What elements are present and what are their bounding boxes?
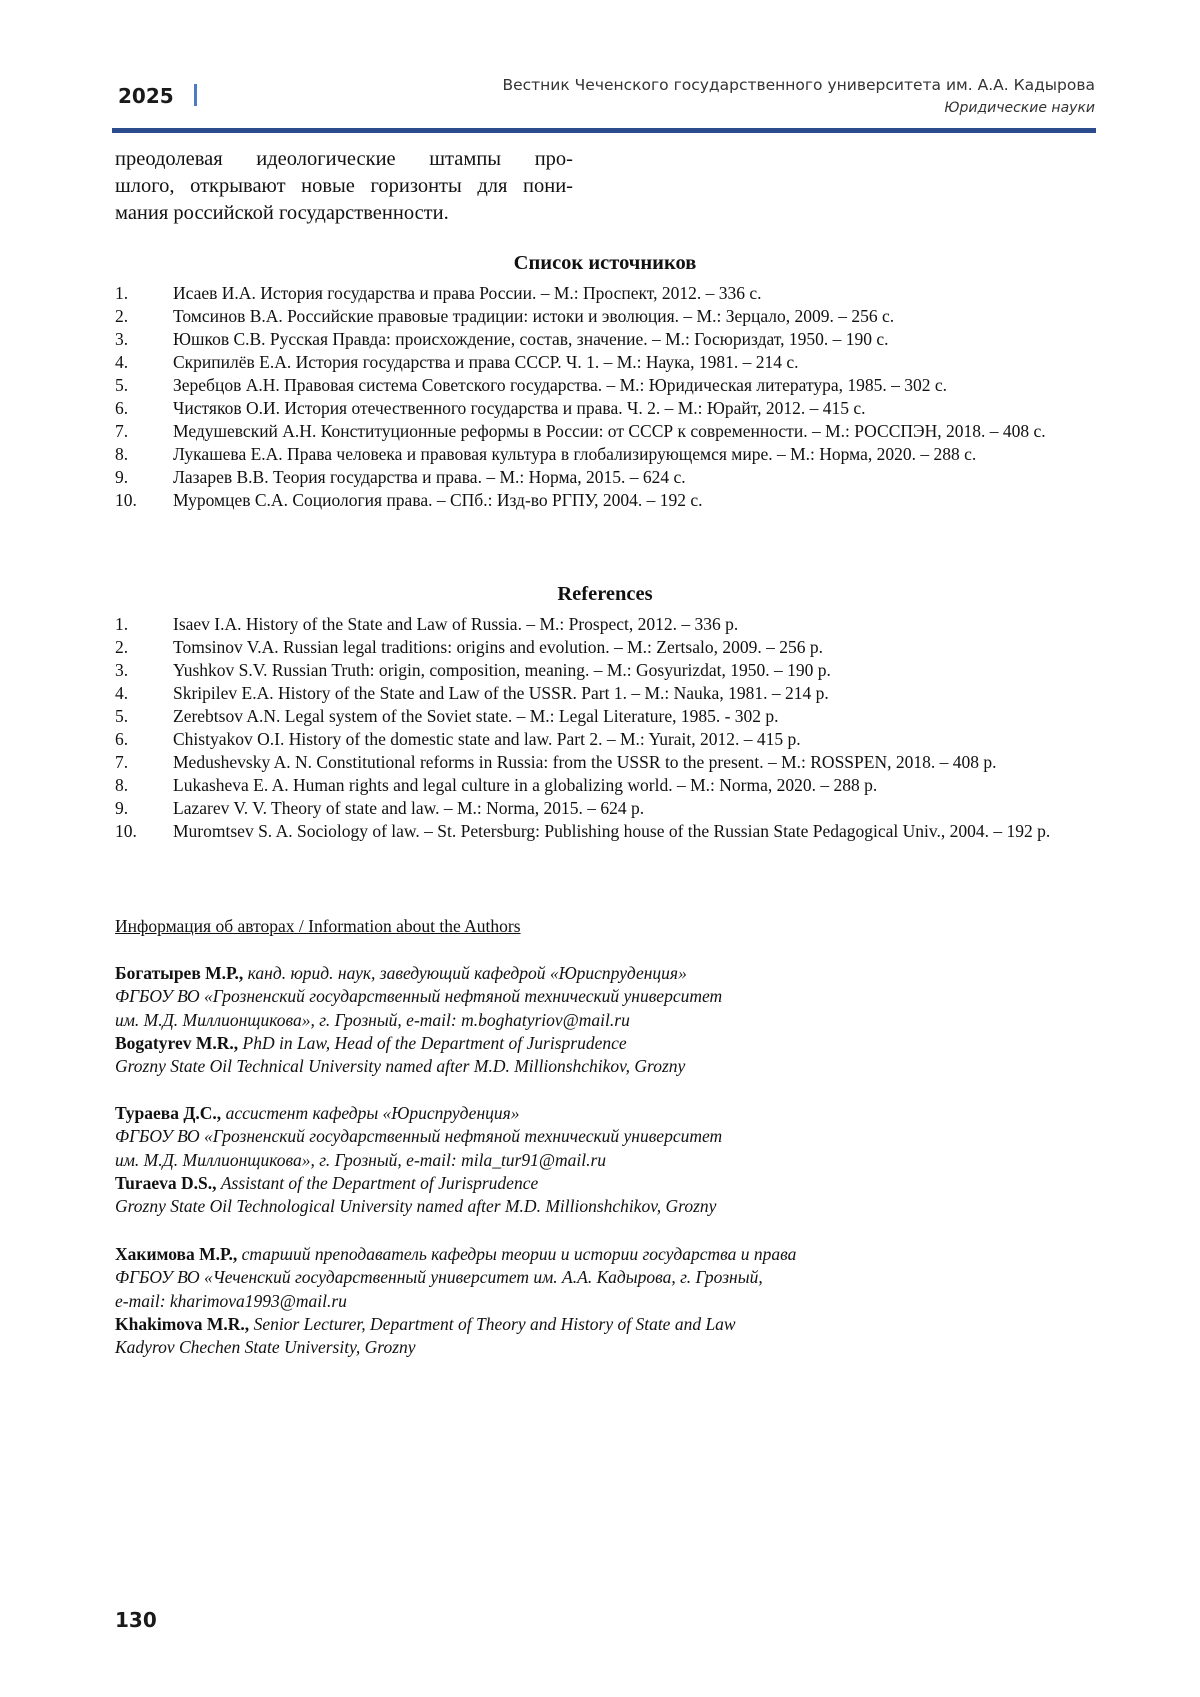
list-item: [115, 282, 1098, 305]
author-en-affiliation: [115, 1055, 1095, 1078]
list-item: [115, 420, 1098, 443]
item-text: Лукашева Е.А. Права человека и правовая культура в глобализирующемся мире. – М.: Норма, 2020. – 288 с.: [173, 444, 977, 464]
page-number: 130: [115, 1608, 157, 1632]
item-text: Muromtsev S. A. Sociology of law. – St. Petersburg: Publishing house of the Russian State Pedagogical Univ., 2004. – 192 p.: [173, 821, 1051, 841]
author-ru-position: ассистент кафедры «Юриспруденция»: [225, 1103, 520, 1123]
item-number: 3.: [115, 329, 129, 349]
author-ru-name: Богатырев М.Р.,: [115, 963, 244, 983]
author-en-name: Khakimova M.R.,: [115, 1313, 250, 1334]
list-item: [115, 374, 1098, 397]
item-number: 9.: [115, 467, 129, 487]
sources-heading: Список источников: [513, 252, 697, 274]
author-ru-line: [115, 1243, 1095, 1266]
list-item: [115, 466, 1098, 489]
author-en-affiliation: [115, 1336, 1095, 1359]
affiliation-line: им. М.Д. Миллионщикова», г. Грозный, e-mail: m.boghatyriov@mail.ru: [115, 1009, 630, 1030]
author-ru-affiliation: [115, 985, 1095, 1008]
affiliation-line: ФГБОУ ВО «Грозненский государственный нефтяной технический университет: [115, 986, 723, 1007]
author-en-position: PhD in Law, Head of the Department of Jurisprudence: [242, 1032, 627, 1053]
list-item: [115, 351, 1098, 374]
affiliation-line: Kadyrov Chechen State University, Grozny: [115, 1337, 416, 1358]
item-text: Lazarev V. V. Theory of state and law. – M.: Norma, 2015. – 624 p.: [173, 798, 645, 818]
intro-line: шлого, открывают новые горизонты для пони-: [115, 175, 573, 197]
list-item: [115, 305, 1098, 328]
list-item: [115, 613, 1098, 636]
item-number: 1.: [115, 283, 129, 303]
list-item: [115, 751, 1098, 774]
author-ru-position: канд. юрид. наук, заведующий кафедрой «Юриспруденция»: [247, 963, 687, 983]
list-item: [115, 797, 1098, 820]
author-block: [115, 1102, 1095, 1218]
affiliation-line: Grozny State Oil Technical University named after M.D. Millionshchikov, Grozny: [115, 1056, 686, 1077]
item-text: Томсинов В.А. Российские правовые традиции: истоки и эволюция. – М.: Зерцало, 2009. – 256 с.: [173, 306, 895, 326]
item-text: Исаев И.А. История государства и права России. – М.: Проспект, 2012. – 336 с.: [173, 283, 762, 303]
list-item: [115, 682, 1098, 705]
journal-section: Юридические науки: [944, 100, 1095, 116]
item-number: 7.: [115, 421, 129, 441]
author-block: [115, 1243, 1095, 1359]
journal-title: Вестник Чеченского государственного университета им. А.А. Кадырова: [502, 76, 1095, 94]
author-en-name: Turaeva D.S.,: [115, 1172, 217, 1193]
item-text: Медушевский А.Н. Конституционные реформы в России: от СССР к современности. – М.: РОССПЭН, 2018. – 408 с.: [173, 421, 1046, 441]
author-en-affiliation: [115, 1195, 1095, 1218]
author-block: [115, 962, 1095, 1078]
author-ru-name: Тураева Д.С.,: [115, 1103, 222, 1123]
item-number: 7.: [115, 752, 129, 772]
author-ru-position: старший преподаватель кафедры теории и истории государства и права: [241, 1244, 797, 1264]
item-number: 1.: [115, 614, 129, 634]
references-heading: References: [557, 583, 653, 605]
year-separator: [194, 84, 197, 106]
item-text: Isaev I.A. History of the State and Law of Russia. – M.: Prospect, 2012. – 336 p.: [173, 614, 739, 634]
author-ru-affiliation: [115, 1125, 1095, 1148]
author-ru-affiliation: [115, 1009, 1095, 1032]
item-text: Лазарев В.В. Теория государства и права. – М.: Норма, 2015. – 624 с.: [173, 467, 686, 487]
author-en-line: [115, 1172, 1095, 1195]
item-text: Skripilev E.A. History of the State and Law of the USSR. Part 1. – M.: Nauka, 1981. – 214 p.: [173, 683, 829, 703]
item-number: 9.: [115, 798, 129, 818]
issue-year: 2025: [118, 84, 174, 108]
author-en-line: [115, 1313, 1095, 1336]
item-number: 5.: [115, 706, 129, 726]
page-header: [115, 70, 1095, 130]
list-item: [115, 774, 1098, 797]
author-en-line: [115, 1032, 1095, 1055]
author-ru-line: [115, 1102, 1095, 1125]
item-number: 8.: [115, 444, 129, 464]
author-en-name: Bogatyrev M.R.,: [115, 1032, 239, 1053]
author-ru-affiliation: [115, 1149, 1095, 1172]
item-number: 8.: [115, 775, 129, 795]
references-list: [115, 613, 1098, 843]
list-item: [115, 705, 1098, 728]
author-ru-affiliation: [115, 1290, 1095, 1313]
item-number: 2.: [115, 637, 129, 657]
author-ru-affiliation: [115, 1266, 1095, 1289]
author-ru-name: Хакимова М.Р.,: [115, 1244, 238, 1264]
intro-line: преодолевая идеологические штампы про-: [115, 148, 573, 170]
list-item: [115, 328, 1098, 351]
intro-line: мания российской государственности.: [115, 202, 449, 224]
item-text: Zerebtsov A.N. Legal system of the Soviet state. – M.: Legal Literature, 1985. - 302 p.: [173, 706, 779, 726]
item-text: Юшков С.В. Русская Правда: происхождение, состав, значение. – М.: Госюриздат, 1950. – 190 с.: [173, 329, 889, 349]
item-number: 4.: [115, 683, 129, 703]
item-text: Зеребцов А.Н. Правовая система Советского государства. – М.: Юридическая литература, 1985. – 302 с.: [173, 375, 948, 395]
item-text: Чистяков О.И. История отечественного государства и права. Ч. 2. – М.: Юрайт, 2012. – 415 с.: [173, 398, 866, 418]
authors-info-title: Информация об авторах / Information about the Authors: [115, 916, 521, 936]
list-item: [115, 636, 1098, 659]
affiliation-line: Grozny State Oil Technological University named after M.D. Millionshchikov, Grozny: [115, 1196, 717, 1217]
list-item: [115, 443, 1098, 466]
author-en-position: Senior Lecturer, Department of Theory and History of State and Law: [253, 1313, 736, 1334]
item-text: Tomsinov V.A. Russian legal traditions: origins and evolution. – M.: Zertsalo, 2009. – 256 p.: [173, 637, 823, 657]
item-number: 10.: [115, 821, 137, 841]
item-number: 4.: [115, 352, 129, 372]
list-item: [115, 820, 1098, 843]
author-ru-line: [115, 962, 1095, 985]
intro-paragraph: [115, 146, 573, 227]
item-text: Муромцев С.А. Социология права. – СПб.: Изд-во РГПУ, 2004. – 192 с.: [173, 490, 703, 510]
item-number: 6.: [115, 729, 129, 749]
item-number: 10.: [115, 490, 137, 510]
affiliation-line: им. М.Д. Миллионщикова», г. Грозный, e-mail: mila_tur91@mail.ru: [115, 1149, 607, 1170]
item-number: 3.: [115, 660, 129, 680]
affiliation-line: e-mail: kharimova1993@mail.ru: [115, 1290, 347, 1311]
affiliation-line: ФГБОУ ВО «Грозненский государственный нефтяной технический университет: [115, 1126, 723, 1147]
affiliation-line: ФГБОУ ВО «Чеченский государственный университет им. А.А. Кадырова, г. Грозный,: [115, 1267, 763, 1288]
item-text: Medushevsky A. N. Constitutional reforms in Russia: from the USSR to the present. – M.: ROSSPEN, 2018. – 408 p.: [173, 752, 997, 772]
sources-list: [115, 282, 1098, 512]
item-text: Скрипилёв Е.А. История государства и права СССР. Ч. 1. – М.: Наука, 1981. – 214 с.: [173, 352, 799, 372]
list-item: [115, 397, 1098, 420]
list-item: [115, 659, 1098, 682]
item-number: 2.: [115, 306, 129, 326]
author-en-position: Assistant of the Department of Jurisprudence: [220, 1172, 539, 1193]
list-item: [115, 489, 1098, 512]
item-text: Chistyakov O.I. History of the domestic state and law. Part 2. – M.: Yurait, 2012. – 415 p.: [173, 729, 801, 749]
item-number: 6.: [115, 398, 129, 418]
item-number: 5.: [115, 375, 129, 395]
list-item: [115, 728, 1098, 751]
item-text: Lukasheva E. A. Human rights and legal culture in a globalizing world. – M.: Norma, 2020. – 288 p.: [173, 775, 878, 795]
header-rule: [112, 128, 1096, 133]
item-text: Yushkov S.V. Russian Truth: origin, composition, meaning. – M.: Gosyurizdat, 1950. – 190 p.: [173, 660, 831, 680]
